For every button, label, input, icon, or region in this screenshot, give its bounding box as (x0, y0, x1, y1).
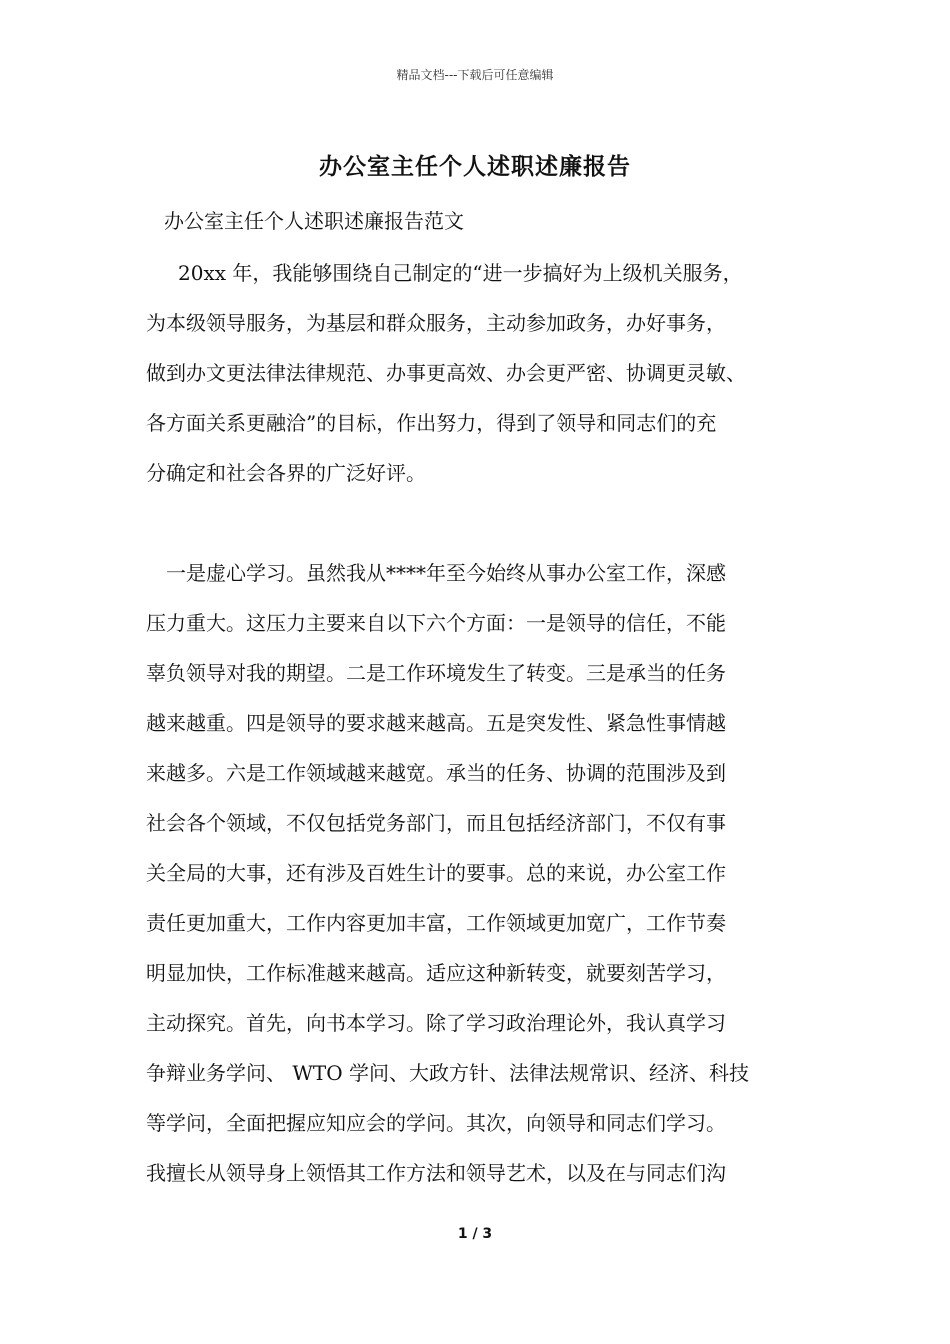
paragraph-line: 为本级领导服务，为基层和群众服务，主动参加政务，办好事务， (146, 311, 726, 335)
paragraph-line: 20xx 年，我能够围绕自己制定的“进一步搞好为上级机关服务， (178, 261, 743, 285)
paragraph-line: 责任更加重大，工作内容更加丰富，工作领域更加宽广，工作节奏 (146, 911, 726, 935)
paragraph-line: 等学问，全面把握应知应会的学问。其次，向领导和同志们学习。 (146, 1111, 726, 1135)
header-note: 精品文档---下载后可任意编辑 (396, 68, 554, 82)
paragraph-line: 关全局的大事，还有涉及百姓生计的要事。总的来说，办公室工作 (146, 861, 726, 885)
paragraph-line: 来越多。六是工作领域越来越宽。承当的任务、协调的范围涉及到 (146, 761, 726, 785)
paragraph-line: 一是虚心学习。虽然我从****年至今始终从事办公室工作，深感 (166, 561, 726, 585)
paragraph-line: 做到办文更法律法律规范、办事更高效、办会更严密、协调更灵敏、 (146, 361, 746, 385)
paragraph-line: 越来越重。四是领导的要求越来越高。五是突发性、紧急性事情越 (146, 711, 726, 735)
paragraph-line: 明显加快，工作标准越来越高。适应这种新转变，就要刻苦学习， (146, 961, 726, 985)
page-number: 1 / 3 (457, 1226, 493, 1242)
paragraph-line: 压力重大。这压力主要来自以下六个方面：一是领导的信任，不能 (146, 611, 726, 635)
paragraph-line: 我擅长从领导身上领悟其工作方法和领导艺术，以及在与同志们沟 (146, 1161, 726, 1185)
paragraph-1 (146, 248, 826, 498)
paragraph-line: 各方面关系更融洽”的目标，作出努力，得到了领导和同志们的充 (146, 411, 717, 435)
paragraph-line: 分确定和社会各界的广泛好评。 (146, 461, 426, 485)
document-subtitle: 办公室主任个人述职述廉报告范文 (164, 209, 464, 233)
document-title: 办公室主任个人述职述廉报告 (319, 153, 631, 180)
paragraph-line: 社会各个领域，不仅包括党务部门，而且包括经济部门，不仅有事 (146, 811, 726, 835)
paragraph-line: 辜负领导对我的期望。二是工作环境发生了转变。三是承当的任务 (146, 661, 726, 685)
paragraph-2 (146, 548, 826, 1198)
paragraph-line: 争辩业务学问、 WTO 学问、大政方针、法律法规常识、经济、科技 (146, 1061, 750, 1085)
paragraph-line: 主动探究。首先，向书本学习。除了学习政治理论外，我认真学习 (146, 1011, 726, 1035)
